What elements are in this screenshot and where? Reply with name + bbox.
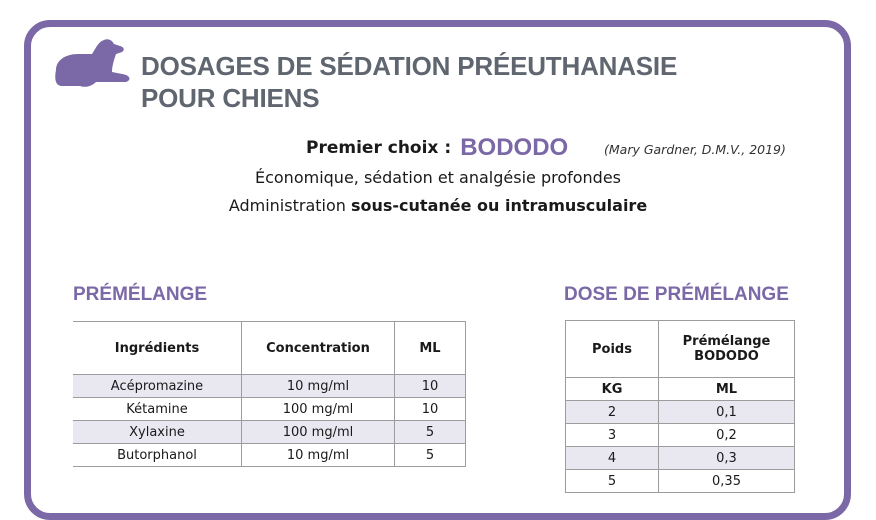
product-name: BODODO <box>460 134 569 161</box>
table-cell: 10 <box>395 375 466 398</box>
table-row <box>73 444 466 467</box>
table-cell: 100 mg/ml <box>242 421 395 444</box>
table-cell: 0,1 <box>659 401 795 424</box>
table-cell: 3 <box>566 424 659 447</box>
dose-table <box>565 320 795 493</box>
table-cell: 0,3 <box>659 447 795 470</box>
table-header-row <box>566 321 795 378</box>
units-row <box>566 378 795 401</box>
column-header: Poids <box>566 321 659 378</box>
dose-section-title: DOSE DE PRÉMÉLANGE <box>564 284 789 305</box>
citation: (Mary Gardner, D.M.V., 2019) <box>604 142 786 157</box>
table-cell: Butorphanol <box>73 444 242 467</box>
administration-route: sous-cutanée ou intramusculaire <box>350 196 648 215</box>
column-header: Prémélange BODODO <box>659 321 795 378</box>
table-cell: 0,2 <box>659 424 795 447</box>
table-cell: ML <box>659 378 795 401</box>
table-cell: 10 <box>395 398 466 421</box>
administration-line <box>0 196 876 215</box>
premix-section-title: PRÉMÉLANGE <box>73 284 208 305</box>
table-row <box>73 375 466 398</box>
dog-silhouette-icon <box>52 36 134 90</box>
table-cell: 5 <box>395 421 466 444</box>
column-header: Ingrédients <box>73 322 242 375</box>
table-cell: Kétamine <box>73 398 242 421</box>
table-cell: 4 <box>566 447 659 470</box>
table-cell: 100 mg/ml <box>242 398 395 421</box>
premix-table <box>73 321 466 467</box>
table-cell: KG <box>566 378 659 401</box>
table-row <box>566 470 795 493</box>
description-line: Économique, sédation et analgésie profondes <box>254 168 622 187</box>
administration-prefix: Administration <box>228 196 351 215</box>
table-cell: Acépromazine <box>73 375 242 398</box>
first-choice-label: Premier choix : <box>306 138 452 158</box>
column-header: ML <box>395 322 466 375</box>
title-line-1: DOSAGES DE SÉDATION PRÉEUTHANASIE <box>141 51 678 81</box>
table-cell: 5 <box>566 470 659 493</box>
table-cell: 0,35 <box>659 470 795 493</box>
table-cell: 10 mg/ml <box>242 444 395 467</box>
table-cell: 2 <box>566 401 659 424</box>
column-header: Concentration <box>242 322 395 375</box>
first-choice <box>306 134 568 162</box>
table-row <box>566 424 795 447</box>
page-title <box>141 50 677 114</box>
table-row <box>566 401 795 424</box>
table-header-row <box>73 322 466 375</box>
table-cell: 10 mg/ml <box>242 375 395 398</box>
table-row <box>73 398 466 421</box>
table-row <box>566 447 795 470</box>
table-cell: 5 <box>395 444 466 467</box>
title-line-2: POUR CHIENS <box>141 83 320 113</box>
table-row <box>73 421 466 444</box>
table-cell: Xylaxine <box>73 421 242 444</box>
